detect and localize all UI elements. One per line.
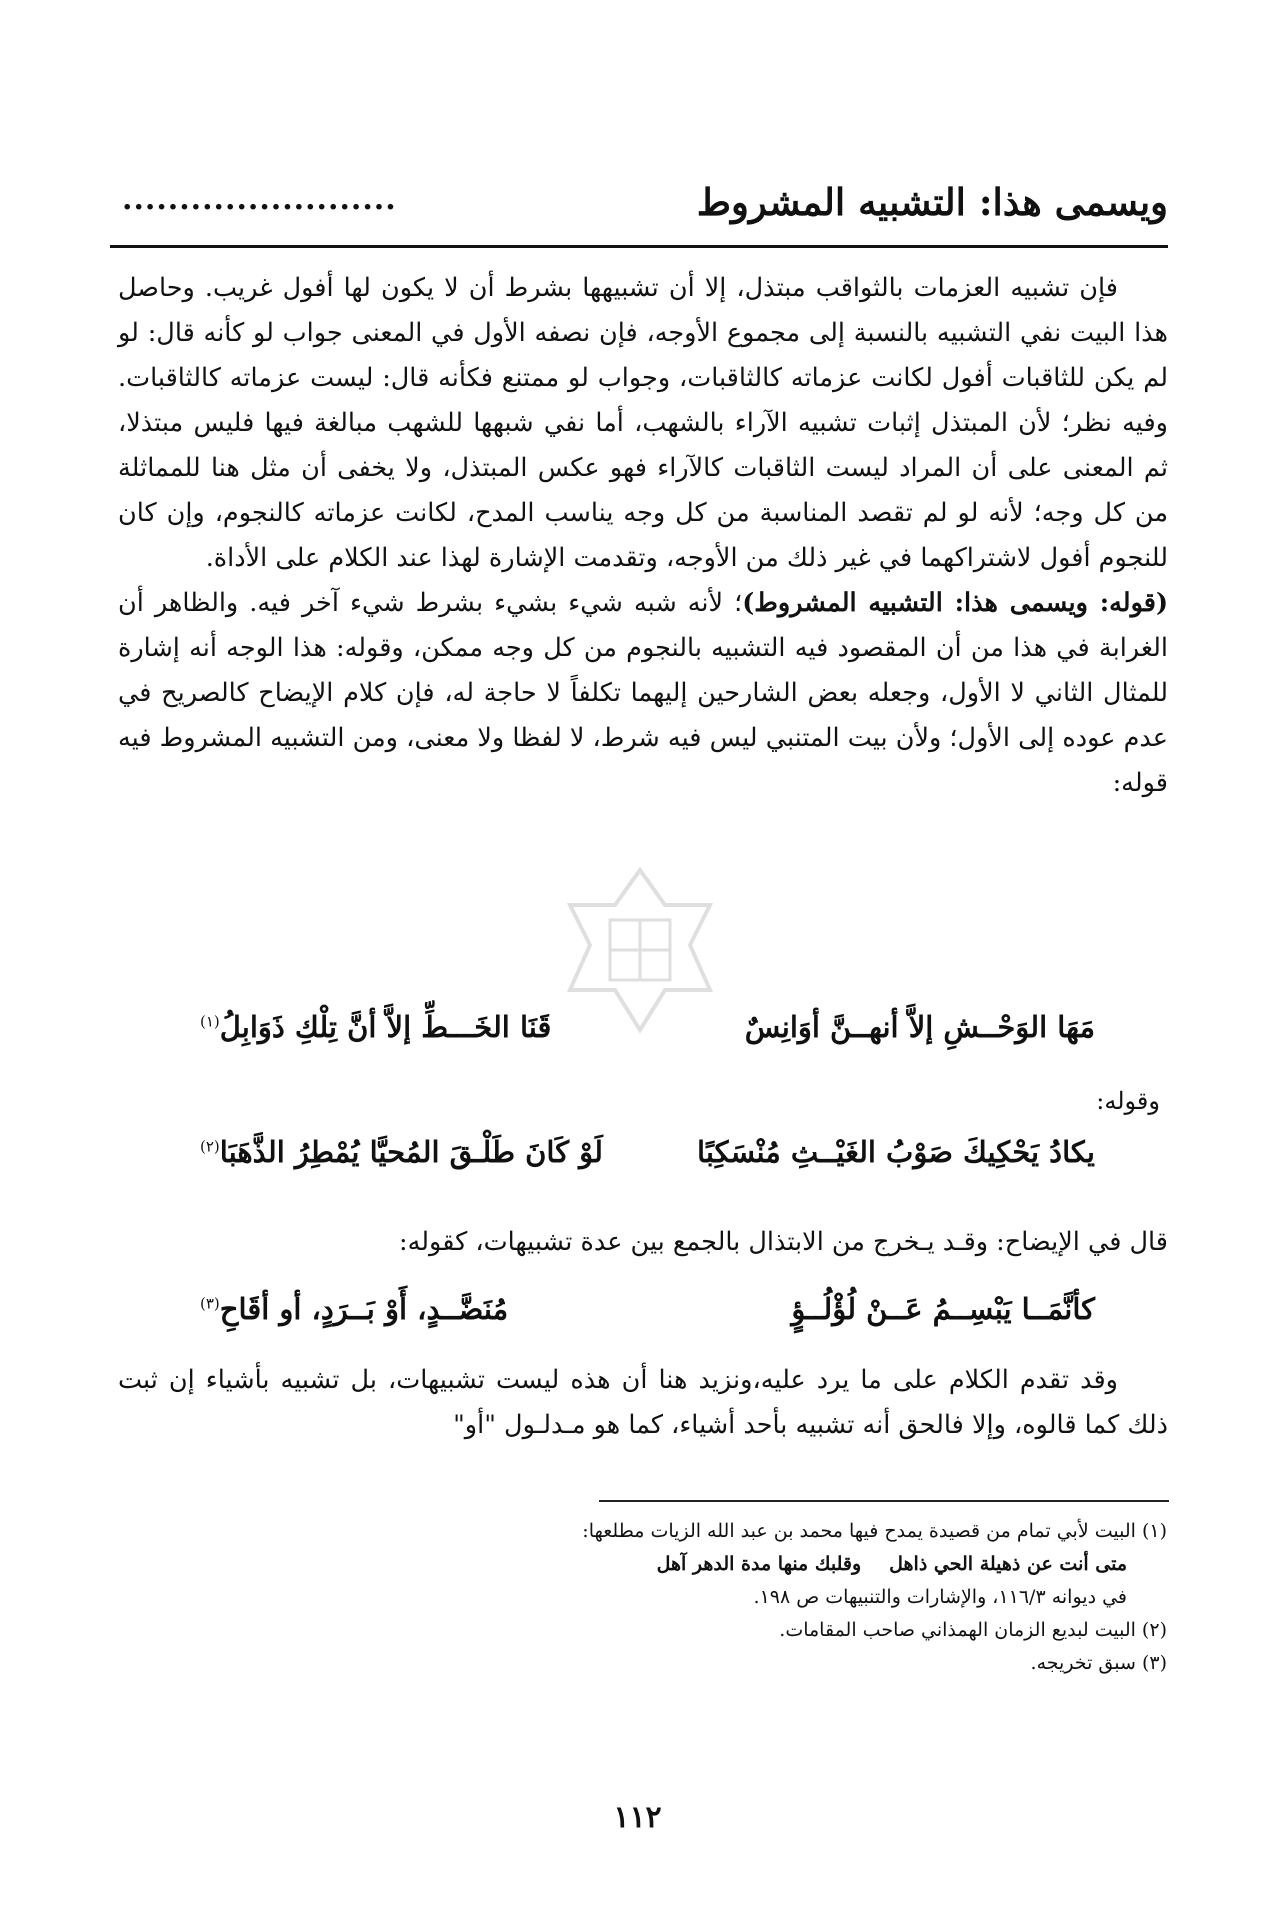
footnote-ref-1: (١) (200, 1012, 220, 1031)
footnote-1-verse-first: متى أنت عن ذهيلة الحي ذاهل (889, 1553, 1127, 1575)
verse-2-second-hemistich (200, 1135, 603, 1169)
page-number: ١١٢ (613, 1800, 662, 1835)
header-rule (110, 245, 1168, 248)
verse-1 (200, 1010, 1095, 1060)
paragraph-2-text: ؛ لأنه شبه شيء بشيء بشرط شيء آخر فيه. والظاهر أن الغرابة في هذا من أن المقصود فيه التشبيه بالنجوم من كل وجه ممكن، وقوله: هذا الوجه أنه إشارة للمثال الثاني لا الأول، وجعله بعض الشارحين إليهما تكلفاً لا حاجة له، فإن كلام الإيضاح كالصريح في عدم عوده إلى الأول؛ ولأن بيت المتنبي ليس فيه شرط، لا لفظا ولا معنى، ومن التشبيه المشروط فيه قوله: (118, 588, 1169, 798)
verse-2 (200, 1135, 1095, 1185)
footnotes (267, 1515, 1167, 1680)
paragraph-3: قال في الإيضاح: وقـد يـخرج من الابتذال بالجمع بين عدة تشبيهات، كقوله: (399, 1227, 1168, 1257)
verse-1-first-hemistich: مَهَا الوَحْــشِ إلاَّ أنهــنَّ أوَانِسٌ (744, 1010, 1095, 1044)
quote-label: (قوله: ويسمى هذا: التشبيه المشروط) (742, 588, 1169, 618)
footnote-2: (٢) البيت لبديع الزمان الهمذاني صاحب المقامات. (779, 1619, 1167, 1641)
footnote-1-source: في ديوانه ١١٦/٣، والإشارات والتنبيهات ص ١٩٨. (753, 1586, 1127, 1608)
and-his-saying-label: وقوله: (1096, 1087, 1160, 1115)
footnote-ref-3: (٣) (200, 1294, 220, 1313)
verse-3-first-hemistich: كأنَّمَــا يَبْسِــمُ عَــنْ لُؤْلُــؤٍ (791, 1292, 1095, 1326)
verse-2-first-hemistich: يكادُ يَحْكِيكَ صَوْبُ الغَيْــثِ مُنْسَكِبًا (697, 1135, 1095, 1169)
paragraph-2 (118, 581, 1168, 806)
main-text (118, 266, 1168, 806)
verse-1-second-hemistich (200, 1010, 551, 1044)
paragraph-4: وقد تقدم الكلام على ما يرد عليه،ونزيد هنا أن هذه ليست تشبيهات، بل تشبيه بأشياء إن ثبت ذلك كما قالوه، وإلا فالحق أنه تشبيه بأحد أشياء، كما هو مـدلـول "أو" (118, 1365, 1168, 1440)
paragraph-1: فإن تشبيه العزمات بالثواقب مبتذل، إلا أن تشبيهها بشرط أن لا يكون لها أفول غريب. وحاصل هذا البيت نفي التشبيه بالنسبة إلى مجموع الأوجه، فإن نصفه الأول في المعنى جواب لو كأنه قال: لو لم يكن للثاقبات أفول لكانت عزماته كالثاقبات، وجواب لو ممتنع فكأنه قال: ليست عزماته كالثاقبات. وفيه نظر؛ لأن المبتذل إثبات تشبيه الآراء بالشهب، أما نفي شبهها للشهب مبالغة فيها فليس مبتذلا، ثم المعنى على أن المراد ليست الثاقبات كالآراء فهو عكس المبتذل، ولا يخفى أن مثل هنا للمماثلة من كل وجه؛ لأنه لو لم تقصد المناسبة من كل وجه يناسب المدح، لكانت عزماته كالنجوم، وإن كان للنجوم أفول لاشتراكهما في غير ذلك من الأوجه، وتقدمت الإشارة لهذا عند الكلام على الأداة. (118, 273, 1168, 573)
verse-3 (200, 1292, 1095, 1342)
verse-2-second-hemistich-text: لَوْ كَانَ طَلْـقَ المُحيَّا يُمْطِرُ الذَّهَبَا (219, 1135, 603, 1169)
verse-1-second-hemistich-text: قَنَا الخَـــطِّ إلاَّ أنَّ تِلْكِ ذَوَابِلُ (219, 1010, 552, 1044)
footnote-1-verse-second: وقلبك منها مدة الدهر آهل (656, 1553, 862, 1575)
footnote-1: (١) البيت لأبي تمام من قصيدة يمدح فيها محمد بن عبد الله الزيات مطلعها: (582, 1520, 1167, 1542)
header-title: ويسمى هذا: التشبيه المشروط (696, 180, 1168, 224)
verse-3-second-hemistich (200, 1292, 508, 1326)
footnote-rule (599, 1500, 1169, 1502)
footnote-ref-2: (٢) (200, 1137, 220, 1156)
footnote-1-verse (267, 1548, 1167, 1581)
footnote-3: (٣) سبق تخريجه. (1030, 1652, 1167, 1674)
running-header (110, 178, 1168, 238)
header-dots: ........................ (122, 182, 397, 217)
verse-3-second-hemistich-text: مُنَضَّــدٍ، أَوْ بَــرَدٍ، أو أقَاحِ (219, 1292, 509, 1326)
